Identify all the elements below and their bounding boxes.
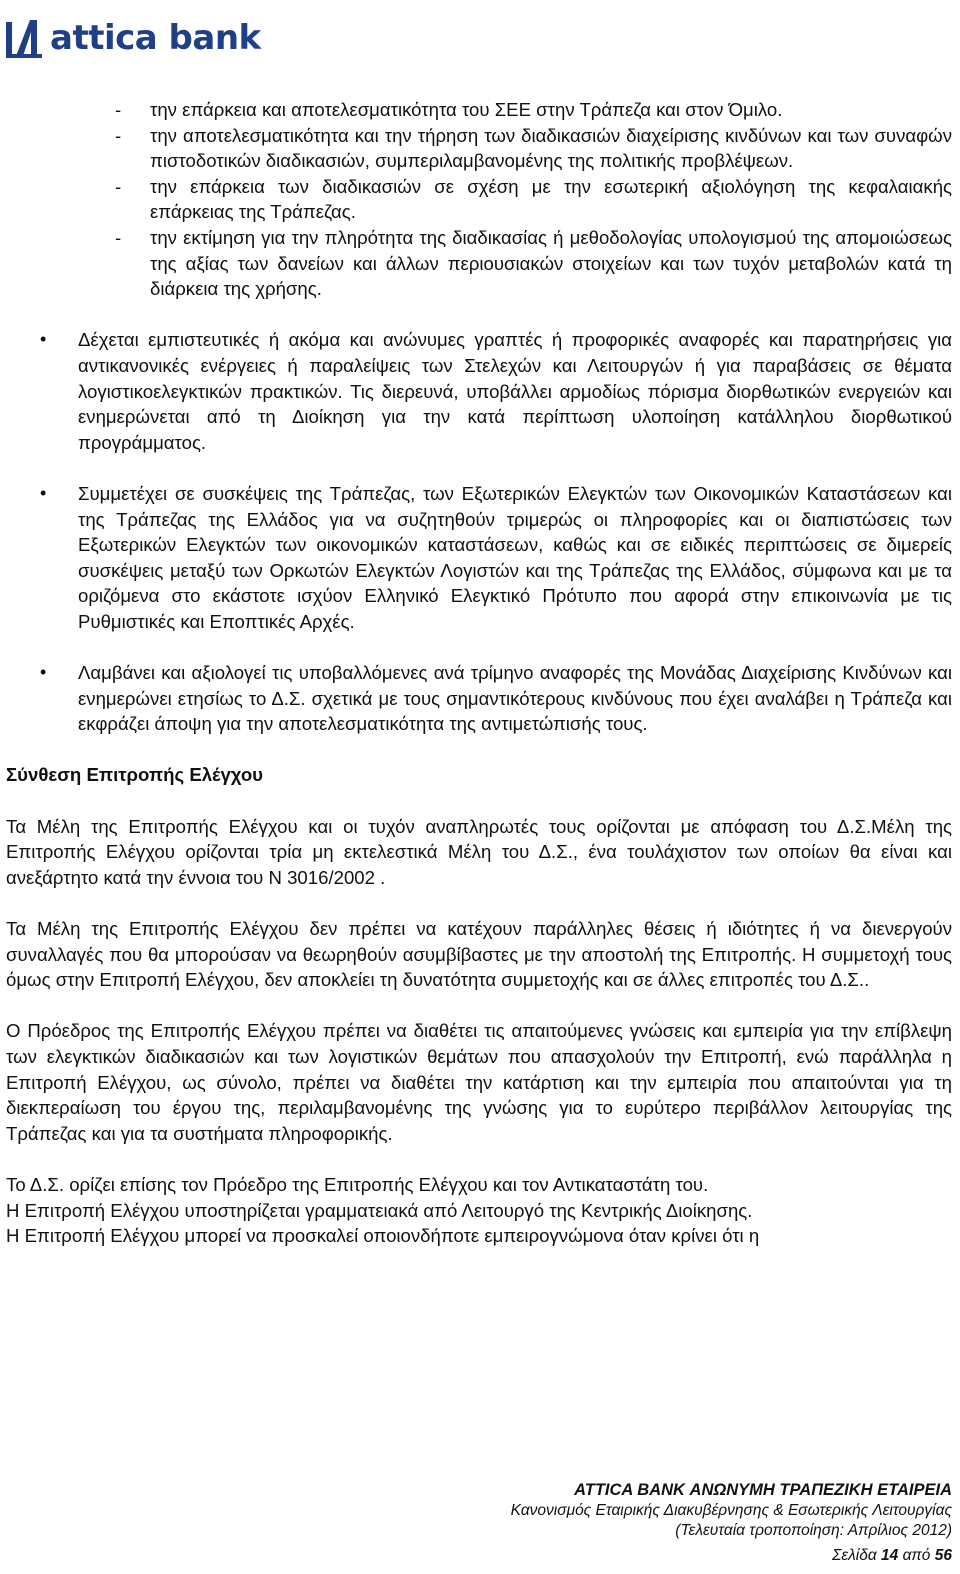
- dash-item: - την επάρκεια των διαδικασιών σε σχέση με την εσωτερική αξιολόγηση της κεφαλαιακής επάρκειας της Τράπεζας.: [6, 174, 952, 225]
- page-of: από: [902, 1547, 931, 1564]
- footer-revision: (Τελευταία τροποποίηση: Απρίλιος 2012): [675, 1522, 952, 1539]
- page-content: [6, 97, 952, 1249]
- page-footer: [511, 1480, 952, 1542]
- logo-text: attica bank: [50, 18, 261, 58]
- bullet-item: • Δέχεται εμπιστευτικές ή ακόμα και ανώνυμες γραπτές ή προφορικές αναφορές και παρατηρήσεις για αντικανονικές ενέργειες ή παραλείψεις των Στελεχών και Λειτουργών ή για παραβάσεις σε θέματα λογιστικοελεγκτικών πρακτικών. Τις διερευνά, υποβάλλει αρμοδίως πόρισμα διορθωτικών ενεργειών και ενημερώνεται από τη Διοίκηση για την κατά περίπτωση υλοποίηση κατάλληλου διορθωτικού προγράμματος.: [6, 327, 952, 455]
- dash-list: [6, 97, 952, 302]
- attica-bank-logo: [6, 14, 261, 62]
- page-number: [832, 1547, 952, 1565]
- bullet-item: • Συμμετέχει σε συσκέψεις της Τράπεζας, των Εξωτερικών Ελεγκτών των Οικονομικών Καταστάσεων και της Τράπεζας της Ελλάδος για να συζητηθούν τριμερώς οι πληροφορίες και οι διαπιστώσεις των Εξωτερικών Ελεγκτών των οικονομικών καταστάσεων, καθώς και σε ειδικές περιπτώσεις σε διμερείς συσκέψεις μεταξύ των Ορκωτών Ελεγκτών Λογιστών και της Τράπεζας της Ελλάδος, σύμφωνα και με τα οριζόμενα στο εκάστοτε ισχύον Ελληνικό Ελεγκτικό Πρότυπο που αφορά στην επικοινωνία με τις Ρυθμιστικές και Εποπτικές Αρχές.: [6, 481, 952, 635]
- footer-company: ATTICA BANK ΑΝΩΝΥΜΗ ΤΡΑΠΕΖΙΚΗ ΕΤΑΙΡΕΙΑ: [574, 1481, 952, 1499]
- dash-item: - την επάρκεια και αποτελεσματικότητα του ΣΕΕ στην Τράπεζα και στον Όμιλο.: [6, 97, 952, 123]
- page-total: 56: [934, 1547, 952, 1564]
- dash-item: - την αποτελεσματικότητα και την τήρηση των διαδικασιών διαχείρισης κινδύνων και των συναφών πιστοδοτικών διαδικασιών, συμπεριλαμβανομένης της πολιτικής προβλέψεων.: [6, 123, 952, 174]
- bullet-list: [6, 327, 952, 737]
- page-current: 14: [881, 1547, 899, 1564]
- paragraph: Τα Μέλη της Επιτροπής Ελέγχου και οι τυχόν αναπληρωτές τους ορίζονται με απόφαση του Δ.Σ.Μέλη της Επιτροπής Ελέγχου ορίζονται τρία μη εκτελεστικά Μέλη του Δ.Σ., ένα τουλάχιστον των οποίων θα είναι και ανεξάρτητο κατά την έννοια του Ν 3016/2002 .: [6, 815, 952, 888]
- closing-line: Η Επιτροπή Ελέγχου υποστηρίζεται γραμματειακά από Λειτουργό της Κεντρικής Διοίκησης.: [6, 1199, 753, 1221]
- closing-line: Το Δ.Σ. ορίζει επίσης τον Πρόεδρο της Επιτροπής Ελέγχου και τον Αντικαταστάτη του.: [6, 1173, 709, 1195]
- bullet-item: • Λαμβάνει και αξιολογεί τις υποβαλλόμενες ανά τρίμηνο αναφορές της Μονάδας Διαχείρισης Κινδύνων και ενημερώνει ετησίως το Δ.Σ. σχετικά με τους σημαντικότερους κινδύνους που έχει αναλάβει η Τράπεζα και εκφράζει άποψη για την αποτελεσματικότητα της αντιμετώπισής τους.: [6, 660, 952, 737]
- closing-line: Η Επιτροπή Ελέγχου μπορεί να προσκαλεί οποιονδήποτε εμπειρογνώμονα όταν κρίνει ότι η: [6, 1225, 760, 1247]
- section-title: Σύνθεση Επιτροπής Ελέγχου: [6, 764, 263, 786]
- paragraph: Ο Πρόεδρος της Επιτροπής Ελέγχου πρέπει να διαθέτει τις απαιτούμενες γνώσεις και εμπειρία για την επίβλεψη των ελεγκτικών διαδικασιών και των λογιστικών θεμάτων που απασχολούν την Επιτροπή, ενώ παράλληλα η Επιτροπή Ελέγχου, ως σύνολο, πρέπει να διαθέτει την κατάρτιση και την εμπειρία που απαιτούνται για τη διεκπεραίωση του έργου της, περιλαμβανομένης της γνώσης για το ευρύτερο περιβάλλον λειτουργίας της Τράπεζας και για τα συστήματα πληροφορικής.: [6, 1020, 952, 1144]
- dash-item: - την εκτίμηση για την πληρότητα της διαδικασίας ή μεθοδολογίας υπολογισμού της απομοιώσεως της αξίας των δανείων και άλλων περιουσιακών στοιχείων και των τυχόν μεταβολών κατά τη διάρκεια της χρήσης.: [6, 225, 952, 302]
- footer-document-title: Κανονισμός Εταιρικής Διακυβέρνησης & Εσωτερικής Λειτουργίας: [510, 1501, 952, 1519]
- paragraph: Τα Μέλη της Επιτροπής Ελέγχου δεν πρέπει να κατέχουν παράλληλες θέσεις ή ιδιότητες ή να διενεργούν συναλλαγές που θα μπορούσαν να θεωρηθούν ασυμβίβαστες με την αποστολή της Επιτροπής. Η συμμετοχή τους όμως στην Επιτροπή Ελέγχου, δεν αποκλείει τη δυνατότητα συμμετοχής και σε άλλες επιτροπές του Δ.Σ..: [6, 918, 952, 991]
- attica-logo-mark-icon: [6, 16, 46, 60]
- page-label: Σελίδα: [832, 1547, 877, 1564]
